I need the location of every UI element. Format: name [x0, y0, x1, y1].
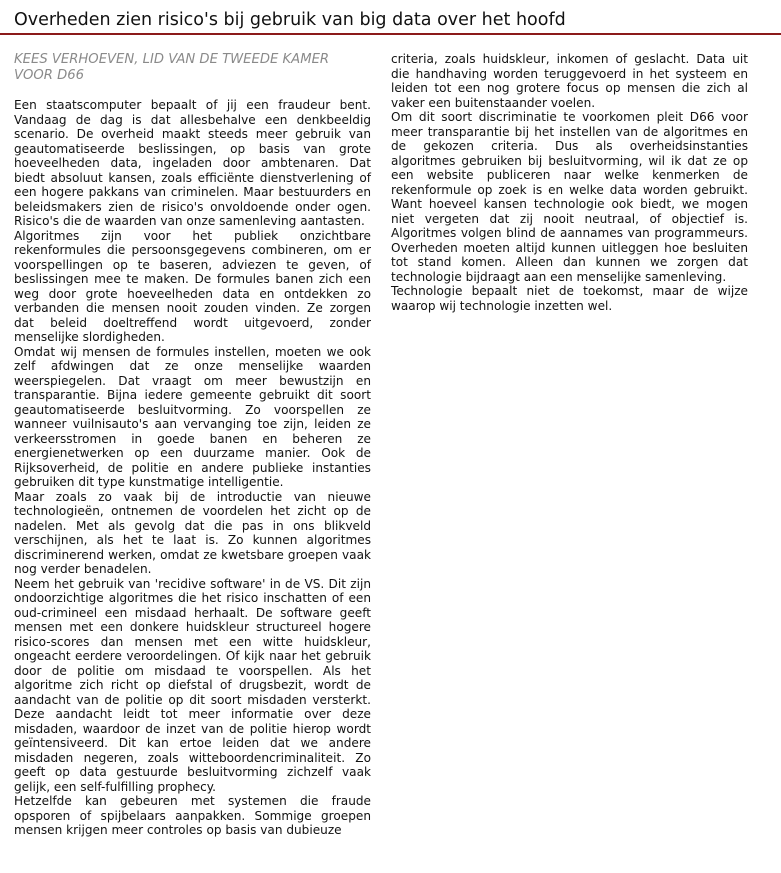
- title-divider: [0, 33, 781, 35]
- article-paragraph: Maar zoals zo vaak bij de introductie van nieuwe technologieën, ontnemen de voordelen het zicht op de nadelen. Met als gevolg dat die pas in ons blikveld verschijnen, als het te laat is. Zo kunnen algoritmes discriminerend werken, omdat ze kwetsbare groepen vaak nog verder benadelen.: [14, 489, 371, 576]
- article-paragraph: Neem het gebruik van 'recidive software' in de VS. Dit zijn ondoorzichtige algoritmes die het risico inschatten of een oud-crimineel een misdaad herhaalt. De software geeft mensen met een donkere huidskleur structureel hogere risico-scores dan mensen met een witte huidskleur, ongeacht eerdere veroordelingen. Of kijk naar het gebruik door de politie om misdaad te voorspellen. Als het algoritme zich richt op diefstal of drugsbezit, wordt de aandacht van de politie op dit soort misdaden versterkt. Deze aandacht leidt tot meer informatie over deze misdaden, waardoor de inzet van de politie hierop wordt geïntensiveerd. Dit kan ertoe leiden dat we andere misdaden negeren, zoals witteboordencriminaliteit. Zo geeft op data gestuurde besluitvorming zichzelf vaak gelijk, een self-fulfilling prophecy.: [14, 576, 371, 794]
- article-title: Overheden zien risico's bij gebruik van big data over het hoofd: [14, 10, 566, 30]
- article-paragraph: Hetzelfde kan gebeuren met systemen die fraude opsporen of spijbelaars aanpakken. Sommige groepen mensen krijgen meer controles op basis van dubieuze: [14, 794, 371, 837]
- article-column-left: [14, 52, 371, 838]
- article-paragraph: Om dit soort discriminatie te voorkomen pleit D66 voor meer transparantie bij het instellen van de algoritmes en de gekozen criteria. Dus als overheidsinstanties algoritmes gebruiken bij besluitvorming, wil ik dat ze op een website publiceren naar welke kenmerken de rekenformule op zoek is en welke data worden gebruikt. Want hoeveel kansen technologie ook biedt, we mogen niet vergeten dat zij nooit neutraal, of objectief is. Algoritmes volgen blind de aannames van programmeurs. Overheden moeten altijd kunnen uitleggen hoe besluiten tot stand komen. Alleen dan kunnen we zorgen dat technologie bijdraagt aan een menselijke samenleving.: [391, 110, 748, 284]
- article-column-right: [391, 52, 748, 313]
- article-paragraph: Een staatscomputer bepaalt of jij een fraudeur bent. Vandaag de dag is dat allesbehalve een denkbeeldig scenario. De overheid maakt steeds meer gebruik van geautomatiseerde beslissingen, op basis van grote hoeveelheden data, ingeladen door ambtenaren. Dat biedt absoluut kansen, zoals efficiënte dienstverlening of een hogere pakkans van criminelen. Maar bestuurders en beleidsmakers zien de risico's onvoldoende onder ogen. Risico's die de waarden van onze samenleving aantasten.: [14, 98, 371, 228]
- article-paragraph: Technologie bepaalt niet de toekomst, maar de wijze waarop wij technologie inzetten wel.: [391, 284, 748, 313]
- article-paragraph: Omdat wij mensen de formules instellen, moeten we ook zelf afdwingen dat ze onze menselijke waarden weerspiegelen. Dat vraagt om meer bewustzijn en transparantie. Bijna iedere gemeente gebruikt dit soort geautomatiseerde besluitvorming. Zo voorspellen ze wanneer vuilnisauto's aan vervanging toe zijn, leiden ze verkeersstromen in goede banen en beheren ze energienetwerken op een duurzame manier. Ook de Rijksoverheid, de politie en andere publieke instanties gebruiken dit type kunstmatige intelligentie.: [14, 344, 371, 489]
- article-paragraph: criteria, zoals huidskleur, inkomen of geslacht. Data uit die handhaving worden teruggevoerd in het systeem en leiden tot een nog grotere focus op mensen die zich al vaker een buitenstaander voelen.: [391, 52, 748, 110]
- article-byline: KEES VERHOEVEN, LID VAN DE TWEEDE KAMER VOOR D66: [14, 52, 330, 83]
- article-paragraph: Algoritmes zijn voor het publiek onzichtbare rekenformules die persoonsgegevens combineren, om er voorspellingen op te baseren, adviezen te geven, of beslissingen mee te maken. De formules banen zich een weg door grote hoeveelheden data en ontdekken zo verbanden die mensen nooit zouden vinden. Ze zorgen dat beleid doeltreffend wordt uitgevoerd, zonder menselijke slordigheden.: [14, 228, 371, 344]
